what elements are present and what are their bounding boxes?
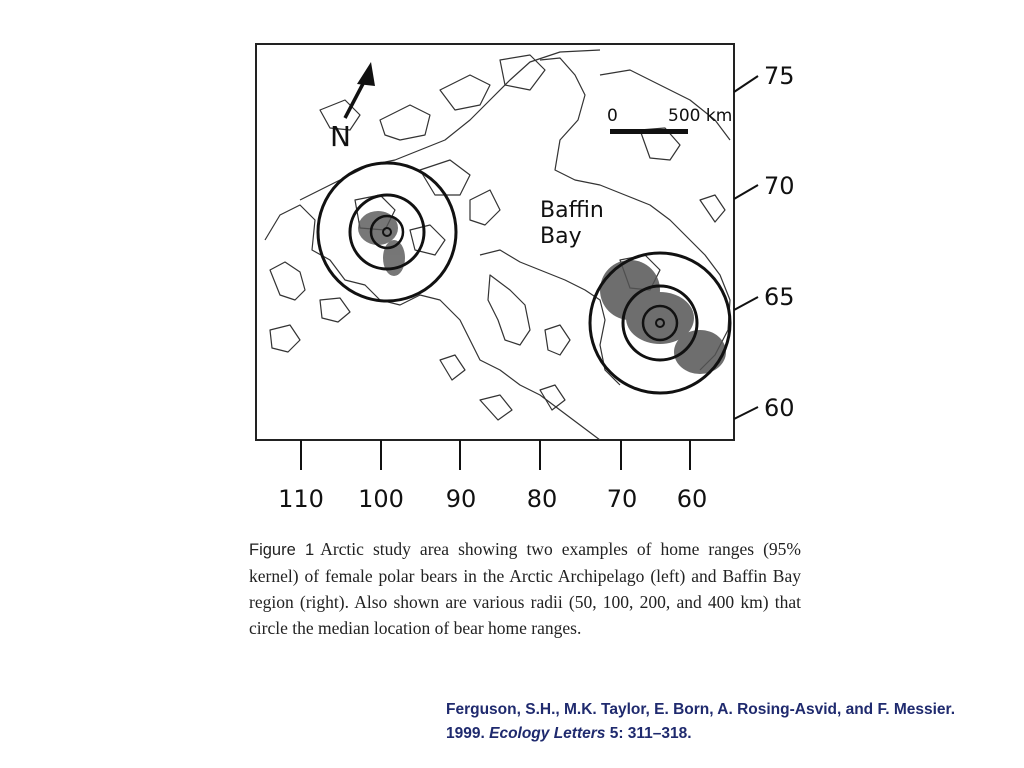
- north-label: N: [330, 120, 351, 153]
- scale-bar-line: [610, 129, 688, 134]
- region-label-bay: Bay: [540, 224, 582, 249]
- citation-volume-pages: 5: 311–318.: [609, 725, 692, 742]
- longitude-label-70: 70: [606, 485, 638, 513]
- longitude-label-80: 80: [526, 485, 558, 513]
- citation: [446, 698, 1006, 746]
- citation-authors: Ferguson, S.H., M.K. Taylor, E. Born, A. Rosing-Asvid, and F. Messier.: [446, 701, 956, 718]
- citation-year: 1999.: [446, 725, 485, 742]
- citation-journal: Ecology Letters: [489, 725, 606, 742]
- figure-label: Figure 1: [249, 541, 315, 559]
- caption-text: Arctic study area showing two examples of home ranges (95% kernel) of female polar bears in the Arctic Archipelago (left) and Baffin Bay region (right). Also shown are various radii (50, 100, 200, and 400 km) that circle the median location of bear home ranges.: [249, 539, 801, 638]
- longitude-label-100: 100: [358, 485, 404, 513]
- scale-bar-start: 0: [607, 106, 618, 126]
- longitude-label-60: 60: [676, 485, 708, 513]
- latitude-label-75: 75: [764, 62, 795, 90]
- longitude-ticks: [301, 440, 690, 470]
- latitude-label-65: 65: [764, 283, 795, 311]
- longitude-label-90: 90: [445, 485, 477, 513]
- latitude-ticks: [734, 76, 758, 419]
- map-frame: [256, 44, 734, 440]
- scale-bar-end: 500 km: [668, 106, 733, 126]
- latitude-label-70: 70: [764, 172, 795, 200]
- latitude-label-60: 60: [764, 394, 795, 422]
- region-label-baffin: Baffin: [540, 198, 604, 223]
- figure-caption: [249, 536, 801, 641]
- citation-source: [446, 722, 1006, 746]
- longitude-label-110: 110: [278, 485, 324, 513]
